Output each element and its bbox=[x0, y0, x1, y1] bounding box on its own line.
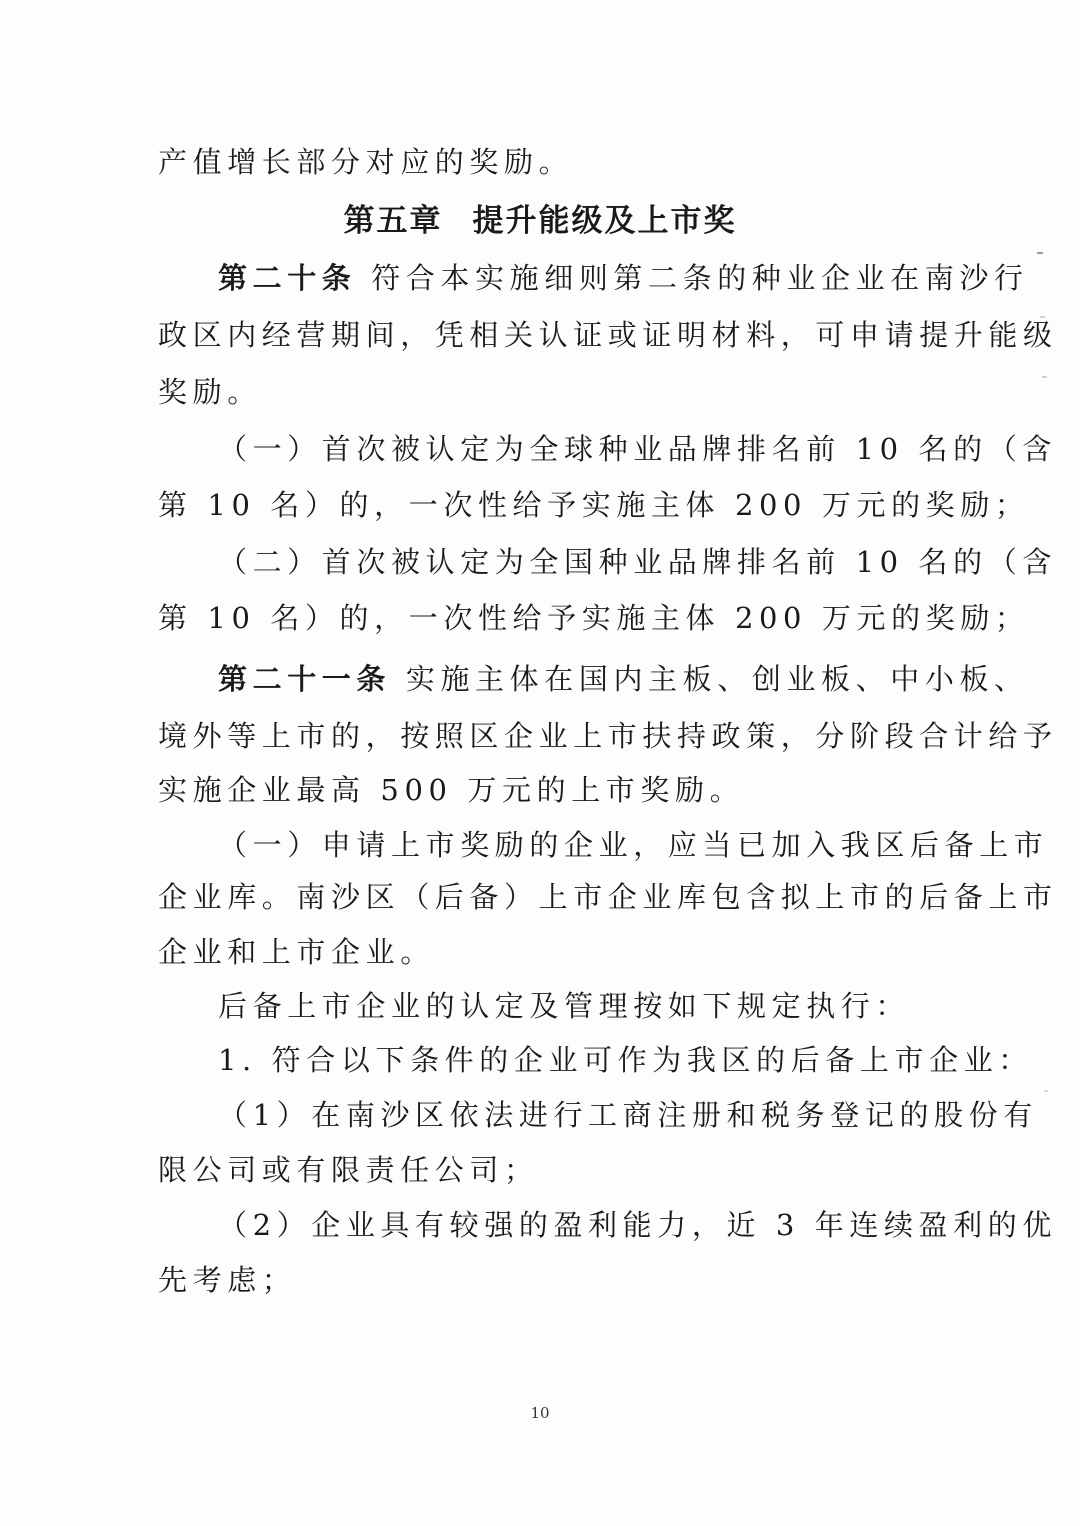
article-text: 实施主体在国内主板、创业板、中小板、 bbox=[405, 662, 1029, 696]
text-line: 产值增长部分对应的奖励。 bbox=[158, 145, 574, 179]
article-label: 第二十一条 bbox=[218, 662, 392, 696]
text-line: 1. 符合以下条件的企业可作为我区的后备上市企业： bbox=[218, 1043, 1033, 1077]
article-21 bbox=[218, 659, 1029, 699]
text-line: 第 10 名）的，一次性给予实施主体 200 万元的奖励； bbox=[158, 488, 1030, 522]
page-number: 10 bbox=[530, 1404, 550, 1422]
text-line: （一）申请上市奖励的企业，应当已加入我区后备上市 bbox=[218, 828, 1049, 862]
scan-mark bbox=[1044, 1090, 1048, 1092]
text-line: （2）企业具有较强的盈利能力，近 3 年连续盈利的优 bbox=[218, 1208, 1057, 1242]
text-line: （一）首次被认定为全球种业品牌排名前 10 名的（含 bbox=[218, 432, 1057, 466]
article-text: 符合本实施细则第二条的种业企业在南沙行 bbox=[371, 261, 1029, 295]
text-line: 企业和上市企业。 bbox=[158, 935, 435, 969]
text-line: 政区内经营期间，凭相关认证或证明材料，可申请提升能级 bbox=[158, 318, 1058, 352]
text-line: 先考虑； bbox=[158, 1263, 297, 1297]
text-line: 境外等上市的，按照区企业上市扶持政策，分阶段合计给予 bbox=[158, 719, 1058, 753]
chapter-heading bbox=[0, 199, 1080, 243]
text-line: 第 10 名）的，一次性给予实施主体 200 万元的奖励； bbox=[158, 601, 1030, 635]
text-line: 实施企业最高 500 万元的上市奖励。 bbox=[158, 773, 745, 807]
chapter-title: 提升能级及上市奖 bbox=[472, 203, 737, 239]
text-line: （二）首次被认定为全国种业品牌排名前 10 名的（含 bbox=[218, 545, 1057, 579]
scan-mark bbox=[1042, 376, 1047, 378]
text-line: 企业库。南沙区（后备）上市企业库包含拟上市的后备上市 bbox=[158, 880, 1058, 914]
text-line: 限公司或有限责任公司； bbox=[158, 1153, 539, 1187]
text-line: 奖励。 bbox=[158, 375, 262, 409]
text-line: 后备上市企业的认定及管理按如下规定执行： bbox=[218, 989, 911, 1023]
scan-mark bbox=[1037, 252, 1043, 254]
scan-mark bbox=[1040, 316, 1045, 318]
article-20 bbox=[218, 258, 1029, 298]
chapter-number: 第五章 bbox=[343, 203, 443, 239]
article-label: 第二十条 bbox=[218, 261, 357, 295]
text-line: （1）在南沙区依法进行工商注册和税务登记的股份有 bbox=[218, 1098, 1038, 1132]
